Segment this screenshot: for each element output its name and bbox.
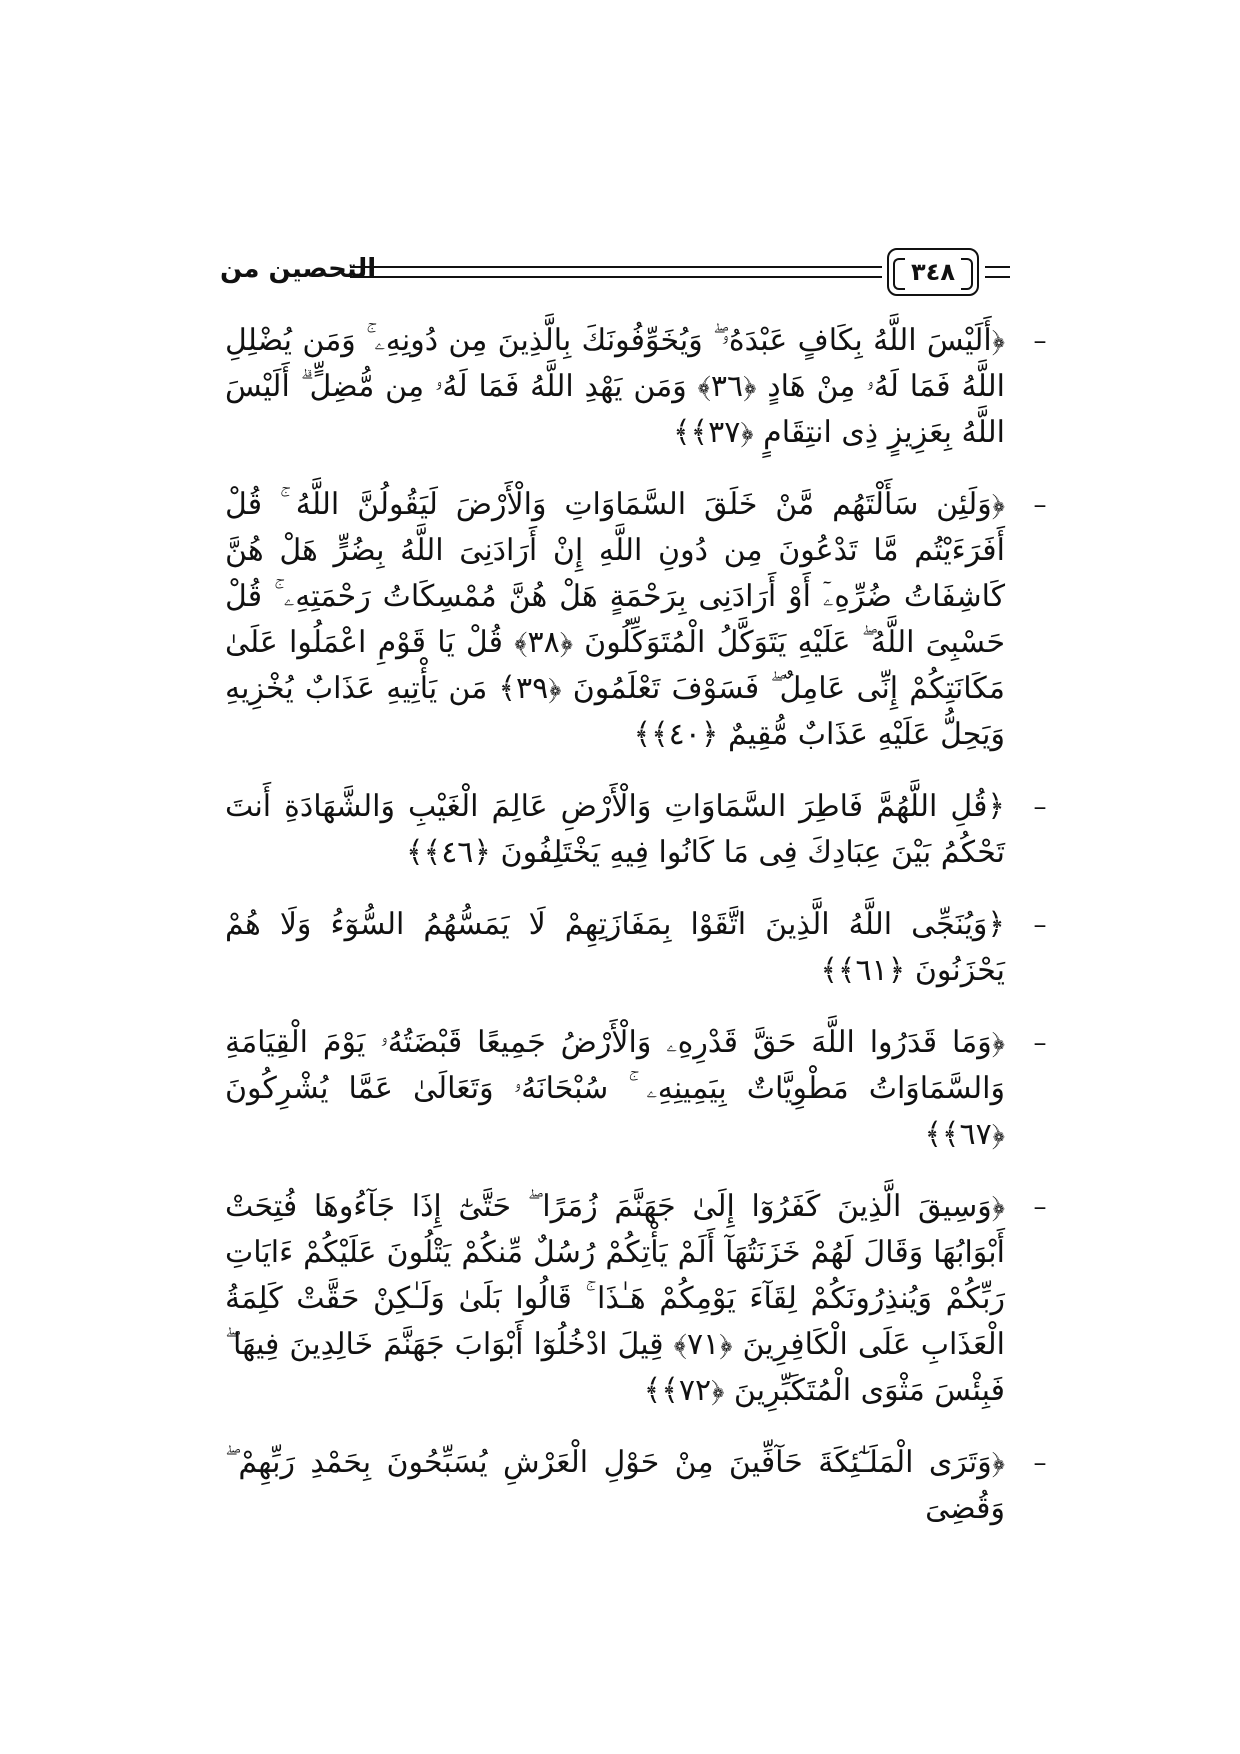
- header-title: التحصين من: [220, 254, 377, 284]
- verse-list: [225, 318, 1047, 1558]
- list-dash: –: [1033, 1448, 1047, 1478]
- list-dash: –: [1033, 490, 1047, 520]
- list-dash: –: [1033, 326, 1047, 356]
- verse-text: ﴿وَلَئِن سَأَلْتَهُم مَّنْ خَلَقَ السَّمَاوَاتِ وَالْأَرْضَ لَيَقُولُنَّ اللَّهُ ۚ قُلْ أَفَرَءَيْتُم مَّا تَدْعُونَ مِن دُونِ اللَّهِ إِنْ أَرَادَنِىَ اللَّهُ بِضُرٍّ هَلْ هُنَّ كَاشِفَاتُ ضُرِّهِۦٓ أَوْ أَرَادَنِى بِرَحْمَةٍ هَلْ هُنَّ مُمْسِكَاتُ رَحْمَتِهِۦ ۚ قُلْ حَسْبِىَ اللَّهُ ۖ عَلَيْهِ يَتَوَكَّلُ الْمُتَوَكِّلُونَ ﴿٣٨﴾ قُلْ يَا قَوْمِ اعْمَلُوا عَلَىٰ مَكَانَتِكُمْ إِنِّى عَامِلٌ ۖ فَسَوْفَ تَعْلَمُونَ ﴿٣٩﴾ مَن يَأْتِيهِ عَذَابٌ يُخْزِيهِ وَيَحِلُّ عَلَيْهِ عَذَابٌ مُّقِيمٌ ﴿٤٠﴾﴾: [225, 487, 1006, 752]
- page-number: ٣٤٨: [911, 258, 955, 286]
- verse-text: ﴿وَسِيقَ الَّذِينَ كَفَرُوٓا إِلَىٰ جَهَنَّمَ زُمَرًا ۖ حَتَّىٰٓ إِذَا جَآءُوهَا فُتِحَتْ أَبْوَابُهَا وَقَالَ لَهُمْ خَزَنَتُهَآ أَلَمْ يَأْتِكُمْ رُسُلٌ مِّنكُمْ يَتْلُونَ عَلَيْكُمْ ءَايَاتِ رَبِّكُمْ وَيُنذِرُونَكُمْ لِقَآءَ يَوْمِكُمْ هَـٰذَا ۚ قَالُوا بَلَىٰ وَلَـٰكِنْ حَقَّتْ كَلِمَةُ الْعَذَابِ عَلَى الْكَافِرِينَ ﴿٧١﴾ قِيلَ ادْخُلُوٓا أَبْوَابَ جَهَنَّمَ خَالِدِينَ فِيهَا ۖ فَبِئْسَ مَثْوَى الْمُتَكَبِّرِينَ ﴿٧٢﴾﴾: [225, 1189, 1005, 1408]
- list-dash: –: [1033, 1028, 1047, 1058]
- verse-text: ﴿قُلِ اللَّهُمَّ فَاطِرَ السَّمَاوَاتِ وَالْأَرْضِ عَالِمَ الْغَيْبِ وَالشَّهَادَةِ أَنتَ تَحْكُمُ بَيْنَ عِبَادِكَ فِى مَا كَانُوا فِيهِ يَخْتَلِفُونَ ﴿٤٦﴾﴾: [225, 789, 1005, 870]
- page-number-badge: [887, 248, 979, 296]
- verse-item: [225, 1184, 1047, 1414]
- verse-text: ﴿أَلَيْسَ اللَّهُ بِكَافٍ عَبْدَهُۥ ۖ وَيُخَوِّفُونَكَ بِالَّذِينَ مِن دُونِهِۦ ۚ وَمَن يُضْلِلِ اللَّهُ فَمَا لَهُۥ مِنْ هَادٍ ﴿٣٦﴾ وَمَن يَهْدِ اللَّهُ فَمَا لَهُۥ مِن مُّضِلٍّ ۗ أَلَيْسَ اللَّهُ بِعَزِيزٍ ذِى انتِقَامٍ ﴿٣٧﴾﴾: [225, 323, 1005, 450]
- header-rule-left-top: [350, 266, 882, 268]
- header-rule-right-bottom: [985, 276, 1010, 278]
- list-dash: –: [1033, 1192, 1047, 1222]
- list-dash: –: [1033, 792, 1047, 822]
- verse-item: [225, 1020, 1047, 1158]
- verse-text: ﴿وَيُنَجِّى اللَّهُ الَّذِينَ اتَّقَوْا بِمَفَازَتِهِمْ لَا يَمَسُّهُمُ السُّوٓءُ وَلَا هُمْ يَحْزَنُونَ ﴿٦١﴾﴾: [225, 907, 1005, 988]
- verse-item: [225, 482, 1047, 758]
- verse-item: [225, 1440, 1047, 1532]
- verse-item: [225, 318, 1047, 456]
- header-rule-left-bottom: [350, 276, 882, 278]
- list-dash: –: [1033, 910, 1047, 940]
- verse-item: [225, 784, 1047, 876]
- verse-text: ﴿وَتَرَى الْمَلَـٰٓئِكَةَ حَآفِّينَ مِنْ حَوْلِ الْعَرْشِ يُسَبِّحُونَ بِحَمْدِ رَبِّهِمْ ۖ وَقُضِىَ: [225, 1445, 1005, 1526]
- header-rule-right-top: [985, 266, 1010, 268]
- verse-item: [225, 902, 1047, 994]
- verse-text: ﴿وَمَا قَدَرُوا اللَّهَ حَقَّ قَدْرِهِۦ وَالْأَرْضُ جَمِيعًا قَبْضَتُهُۥ يَوْمَ الْقِيَامَةِ وَالسَّمَاوَاتُ مَطْوِيَّاتٌ بِيَمِينِهِۦ ۚ سُبْحَانَهُۥ وَتَعَالَىٰ عَمَّا يُشْرِكُونَ ﴿٦٧﴾﴾: [225, 1025, 1005, 1152]
- page-header: [220, 248, 1010, 300]
